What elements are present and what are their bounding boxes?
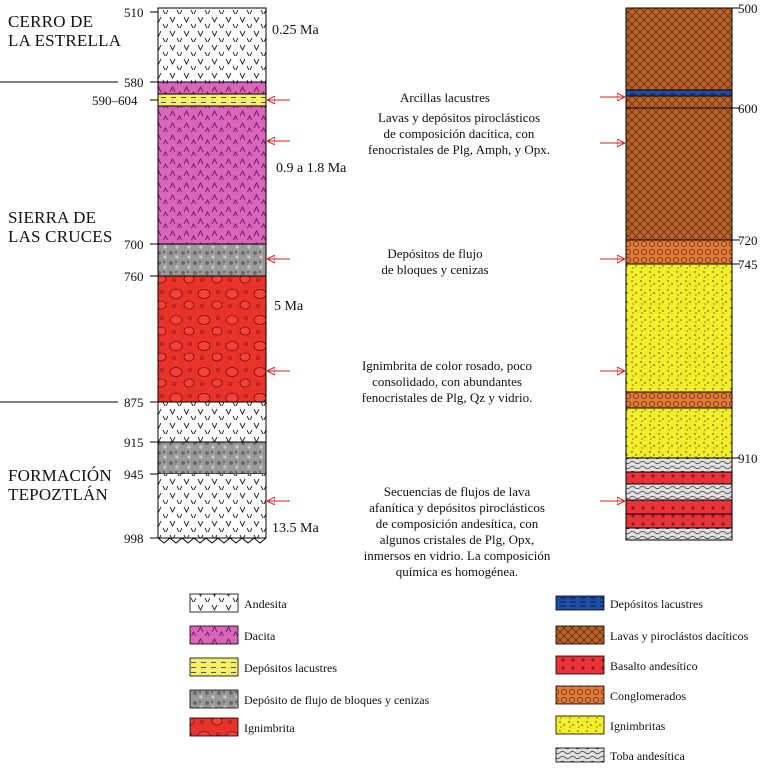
depth-label: 700	[124, 237, 144, 252]
description-line: química es homogénea.	[395, 564, 519, 579]
description-line: consolidado, con abundantes	[372, 374, 522, 389]
swatch-lacustres-azul	[556, 596, 604, 610]
depth-label: 945	[124, 467, 144, 482]
depth-label-right: 720	[738, 233, 758, 248]
unit-line: CERRO DE	[8, 12, 94, 31]
description-line: Secuencias de flujos de lava	[383, 484, 531, 499]
layer-andesita-mid	[158, 402, 266, 442]
description-line: de bloques y cenizas	[381, 262, 489, 277]
layer-toba	[626, 458, 732, 472]
left-column	[150, 8, 266, 543]
legend-label: Depósito de flujo de bloques y cenizas	[244, 693, 430, 707]
swatch-dacita	[190, 626, 238, 644]
description-line: Arcillas lacustres	[400, 90, 490, 105]
depth-label: 875	[124, 395, 144, 410]
unit-line: LA ESTRELLA	[8, 31, 122, 50]
description-line: inmersos en vidrio. La composición	[363, 548, 551, 563]
depth-label-right: 910	[738, 451, 758, 466]
swatch-lacustres	[190, 658, 238, 676]
swatch-basalto	[556, 656, 604, 674]
layer-bloques	[158, 244, 266, 276]
depth-label: 580	[124, 75, 144, 90]
age-label: 13.5 Ma	[272, 521, 319, 536]
description-line: de composición dacítica, con	[383, 126, 535, 141]
description-line: fenocristales de Plg, Amph, y Opx.	[368, 142, 550, 157]
base-zigzag	[158, 538, 266, 543]
depth-label-right: 500	[738, 1, 758, 16]
description-line: Lavas y depósitos piroclásticos	[377, 110, 541, 125]
unit-label-tepoztlan	[8, 466, 112, 504]
legend-swatches	[190, 594, 604, 762]
depth-label: 510	[124, 5, 144, 20]
legend-label: Depósitos lacustres	[244, 661, 337, 675]
layer-ignimbrita-amarilla-2	[626, 408, 732, 458]
depth-label: 760	[124, 269, 144, 284]
age-label: 5 Ma	[274, 299, 304, 314]
legend-label: Lavas y piroclástos dacíticos	[610, 629, 749, 643]
layer-ignimbrita-amarilla	[626, 264, 732, 392]
swatch-dacitico	[556, 626, 604, 644]
depth-label: 998	[124, 531, 144, 546]
description-dacitica	[344, 110, 574, 158]
layer-dacitico-top	[626, 8, 732, 90]
description-arcillas	[330, 90, 560, 106]
swatch-toba	[556, 748, 604, 762]
legend-label: Dacita	[244, 629, 276, 643]
unit-line: TEPOZTLÁN	[8, 485, 109, 504]
layer-toba-2	[626, 484, 732, 500]
age-label: 0.25 Ma	[272, 23, 319, 38]
depth-label-right: 745	[738, 257, 758, 272]
description-line: fenocristales de Plg, Qz y vidrio.	[361, 390, 533, 405]
layer-lacustres	[158, 94, 266, 106]
unit-label-sierra	[8, 208, 113, 246]
depth-label-right: 600	[738, 101, 758, 116]
depth-label: 915	[124, 435, 144, 450]
layer-andesita-bottom	[158, 474, 266, 538]
swatch-ignimbrita	[190, 718, 238, 736]
legend-label: Andesita	[244, 597, 287, 611]
layer-bloques-lower	[158, 442, 266, 474]
description-line: Depósitos de flujo	[387, 246, 483, 261]
layer-conglomerado-mid	[626, 392, 732, 408]
legend-label: Conglomerados	[610, 689, 686, 703]
layer-dacita-thin	[158, 82, 266, 94]
swatch-bloques	[190, 690, 238, 708]
layer-dacita	[158, 106, 266, 244]
swatch-andesita	[190, 594, 238, 612]
layer-lacustres-azul	[626, 90, 732, 96]
right-column	[626, 8, 740, 540]
layer-andesita-top	[158, 8, 266, 82]
swatch-ignimbrita-amarilla	[556, 716, 604, 734]
layer-basalto	[626, 472, 732, 484]
description-ignimbrita	[332, 358, 562, 406]
description-tepoztlan	[342, 484, 572, 580]
layer-basalto-3	[626, 514, 732, 528]
layer-ignimbrita	[158, 276, 266, 402]
layer-toba-3	[626, 528, 732, 540]
description-bloques	[320, 246, 550, 278]
description-line: Ignimbrita de color rosado, poco	[361, 358, 533, 373]
legend-label: Depósitos lacustres	[610, 597, 703, 611]
legend-label: Ignimbrita	[244, 721, 295, 735]
unit-line: LAS CRUCES	[8, 227, 113, 246]
legend-label: Toba andesítica	[610, 749, 685, 763]
unit-line: FORMACIÓN	[8, 466, 112, 485]
layer-dacitico	[626, 108, 732, 240]
layer-basalto-2	[626, 500, 732, 514]
depth-label: 590–604	[92, 93, 138, 108]
age-label: 0.9 a 1.8 Ma	[276, 161, 347, 176]
description-line: algunos cristales de Plg, Opx,	[379, 532, 535, 547]
description-line: de composición andesítica, con	[375, 516, 539, 531]
layer-dacitico-thin	[626, 96, 732, 108]
layer-conglomerado	[626, 240, 732, 264]
swatch-conglomerado	[556, 686, 604, 704]
legend-label: Ignimbritas	[610, 719, 666, 733]
unit-line: SIERRA DE	[8, 208, 97, 227]
unit-label-cerro	[8, 12, 121, 50]
description-line: afanítica y depósitos piroclásticos	[369, 500, 545, 515]
legend-label: Basalto andesítico	[610, 659, 698, 673]
